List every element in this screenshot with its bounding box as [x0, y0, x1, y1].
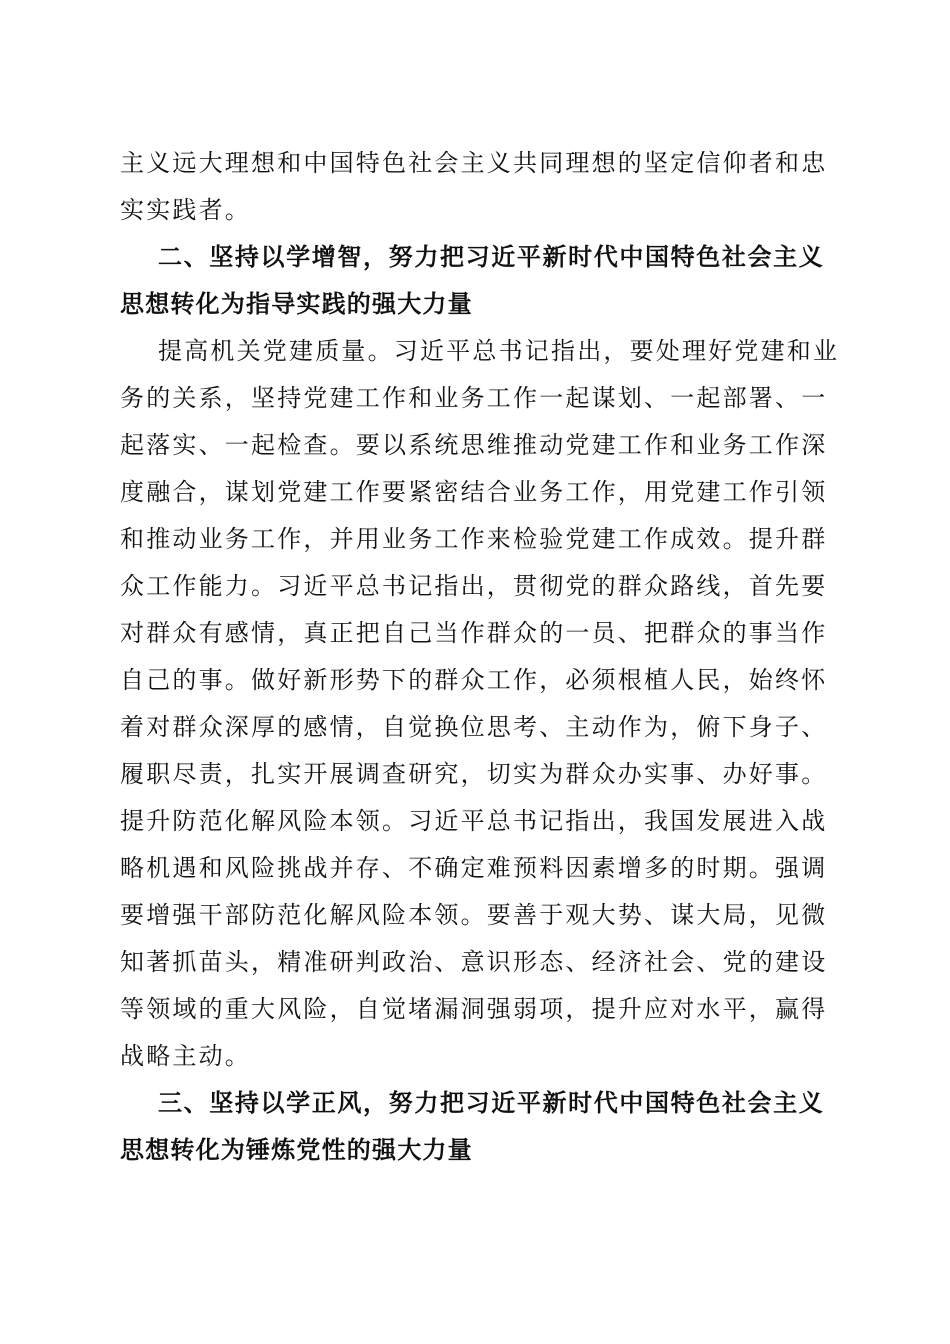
text-line: 提升防范化解风险本领。习近平总书记指出，我国发展进入战	[120, 807, 828, 835]
text-line: 战略主动。	[120, 1042, 251, 1070]
document-page	[120, 140, 840, 1174]
text-line: 对群众有感情，真正把自己当作群众的一员、把群众的事当作	[120, 619, 828, 647]
text-line: 务的关系，坚持党建工作和业务工作一起谋划、一起部署、一	[120, 384, 828, 412]
section-heading-2	[120, 234, 824, 328]
text-line: 和推动业务工作，并用业务工作来检验党建工作成效。提升群	[120, 525, 828, 553]
heading-line: 思想转化为锤炼党性的强大力量	[120, 1136, 473, 1164]
text-line: 实实践者。	[120, 196, 251, 224]
body-paragraph	[120, 328, 840, 1080]
text-line: 起落实、一起检查。要以系统思维推动党建工作和业务工作深	[120, 431, 828, 459]
section-heading-3	[120, 1080, 824, 1174]
text-line: 要增强干部防范化解风险本领。要善于观大势、谋大局，见微	[120, 901, 828, 929]
text-line: 提高机关党建质量。习近平总书记指出，要处理好党建和业	[158, 337, 840, 365]
paragraph-continuation	[120, 140, 828, 234]
heading-line: 二、坚持以学增智，努力把习近平新时代中国特色社会主义	[158, 243, 824, 271]
text-line: 自己的事。做好新形势下的群众工作，必须根植人民，始终怀	[120, 666, 828, 694]
text-line: 知著抓苗头，精准研判政治、意识形态、经济社会、党的建设	[120, 948, 828, 976]
heading-line: 思想转化为指导实践的强大力量	[120, 290, 473, 318]
heading-line: 三、坚持以学正风，努力把习近平新时代中国特色社会主义	[158, 1089, 824, 1117]
text-line: 着对群众深厚的感情，自觉换位思考、主动作为，俯下身子、	[120, 713, 828, 741]
text-line: 主义远大理想和中国特色社会主义共同理想的坚定信仰者和忠	[120, 149, 828, 177]
text-line: 度融合，谋划党建工作要紧密结合业务工作，用党建工作引领	[120, 478, 828, 506]
text-line: 众工作能力。习近平总书记指出，贯彻党的群众路线，首先要	[120, 572, 828, 600]
text-line: 等领域的重大风险，自觉堵漏洞强弱项，提升应对水平，赢得	[120, 995, 828, 1023]
text-line: 履职尽责，扎实开展调查研究，切实为群众办实事、办好事。	[120, 760, 828, 788]
text-line: 略机遇和风险挑战并存、不确定难预料因素增多的时期。强调	[120, 854, 828, 882]
